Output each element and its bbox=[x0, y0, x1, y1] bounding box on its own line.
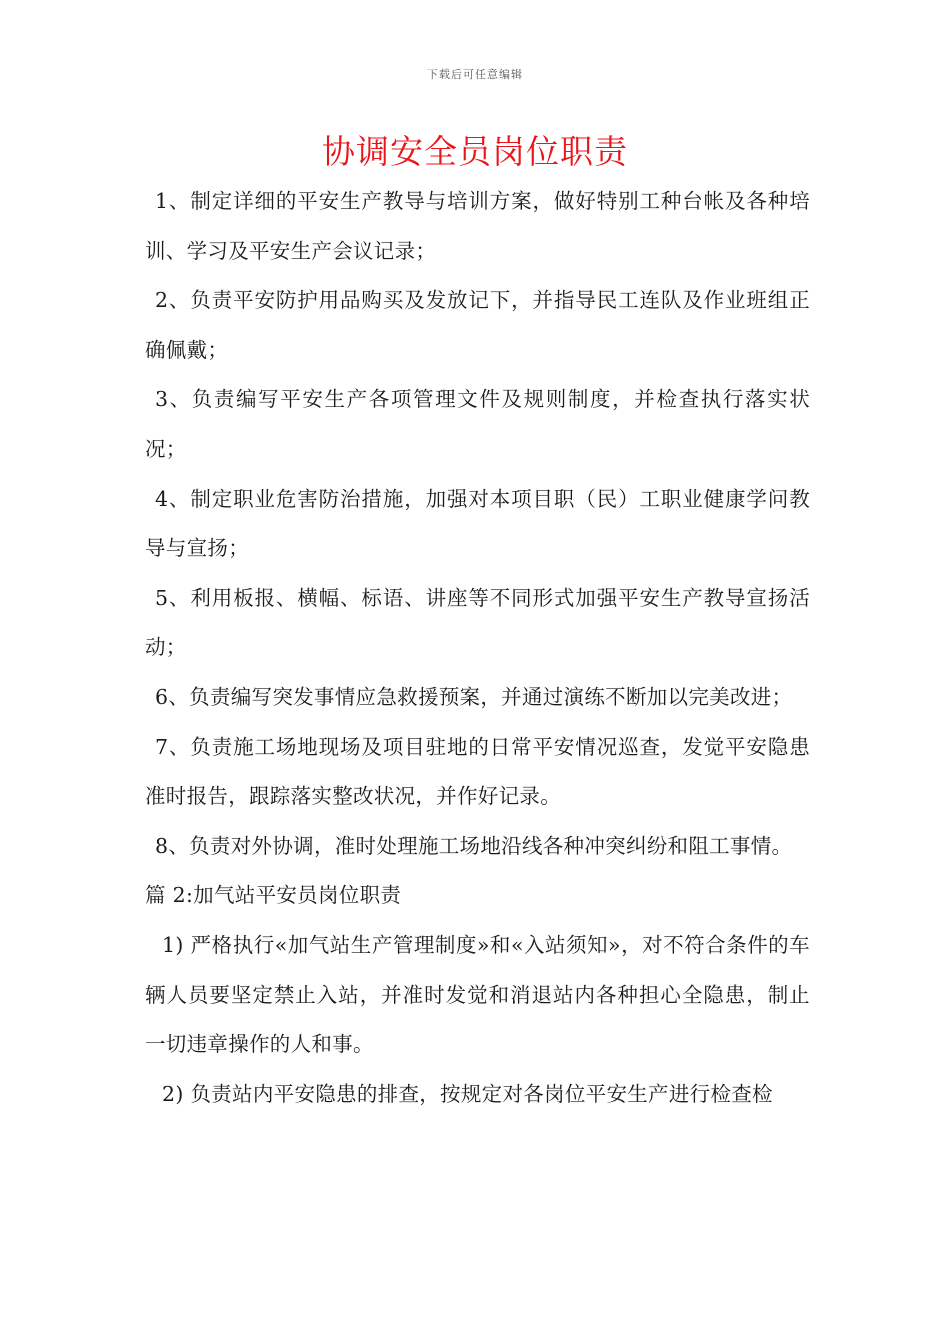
duty-item-1: 1、制定详细的平安生产教导与培训方案，做好特别工种台帐及各种培训、学习及平安生产会议记录； bbox=[145, 189, 810, 263]
duty-item-3: 3、负责编写平安生产各项管理文件及规则制度，并检查执行落实状况； bbox=[145, 387, 810, 461]
page-title: 协调安全员岗位职责 bbox=[322, 132, 628, 171]
duty-item-7: 7、负责施工场地现场及项目驻地的日常平安情况巡查，发觉平安隐患准时报告，跟踪落实整改状况，并作好记录。 bbox=[145, 734, 810, 809]
section-item-2: 2) 负责站内平安隐患的排查，按规定对各岗位平安生产进行检查检 bbox=[162, 1081, 773, 1106]
header-note: 下载后可任意编辑 bbox=[427, 68, 523, 81]
duty-item-6: 6、负责编写突发事情应急救援预案，并通过演练不断加以完美改进； bbox=[155, 684, 793, 709]
duty-item-4: 4、制定职业危害防治措施，加强对本项目职（民）工职业健康学问教导与宣扬； bbox=[145, 486, 810, 561]
duty-item-2: 2、负责平安防护用品购买及发放记下，并指导民工连队及作业班组正确佩戴； bbox=[145, 288, 810, 362]
section-heading: 篇 2:加气站平安员岗位职责 bbox=[145, 883, 402, 908]
duty-item-5: 5、利用板报、横幅、标语、讲座等不同形式加强平安生产教导宣扬活动； bbox=[145, 585, 810, 660]
section-item-1: 1) 严格执行«加气站生产管理制度»和«入站须知»，对不符合条件的车辆人员要坚定禁止入站，并准时发觉和消退站内各种担心全隐患，制止一切违章操作的人和事。 bbox=[145, 932, 810, 1057]
duty-item-8: 8、负责对外协调，准时处理施工场地沿线各种冲突纠纷和阻工事情。 bbox=[155, 833, 793, 858]
document-body bbox=[145, 177, 810, 1119]
